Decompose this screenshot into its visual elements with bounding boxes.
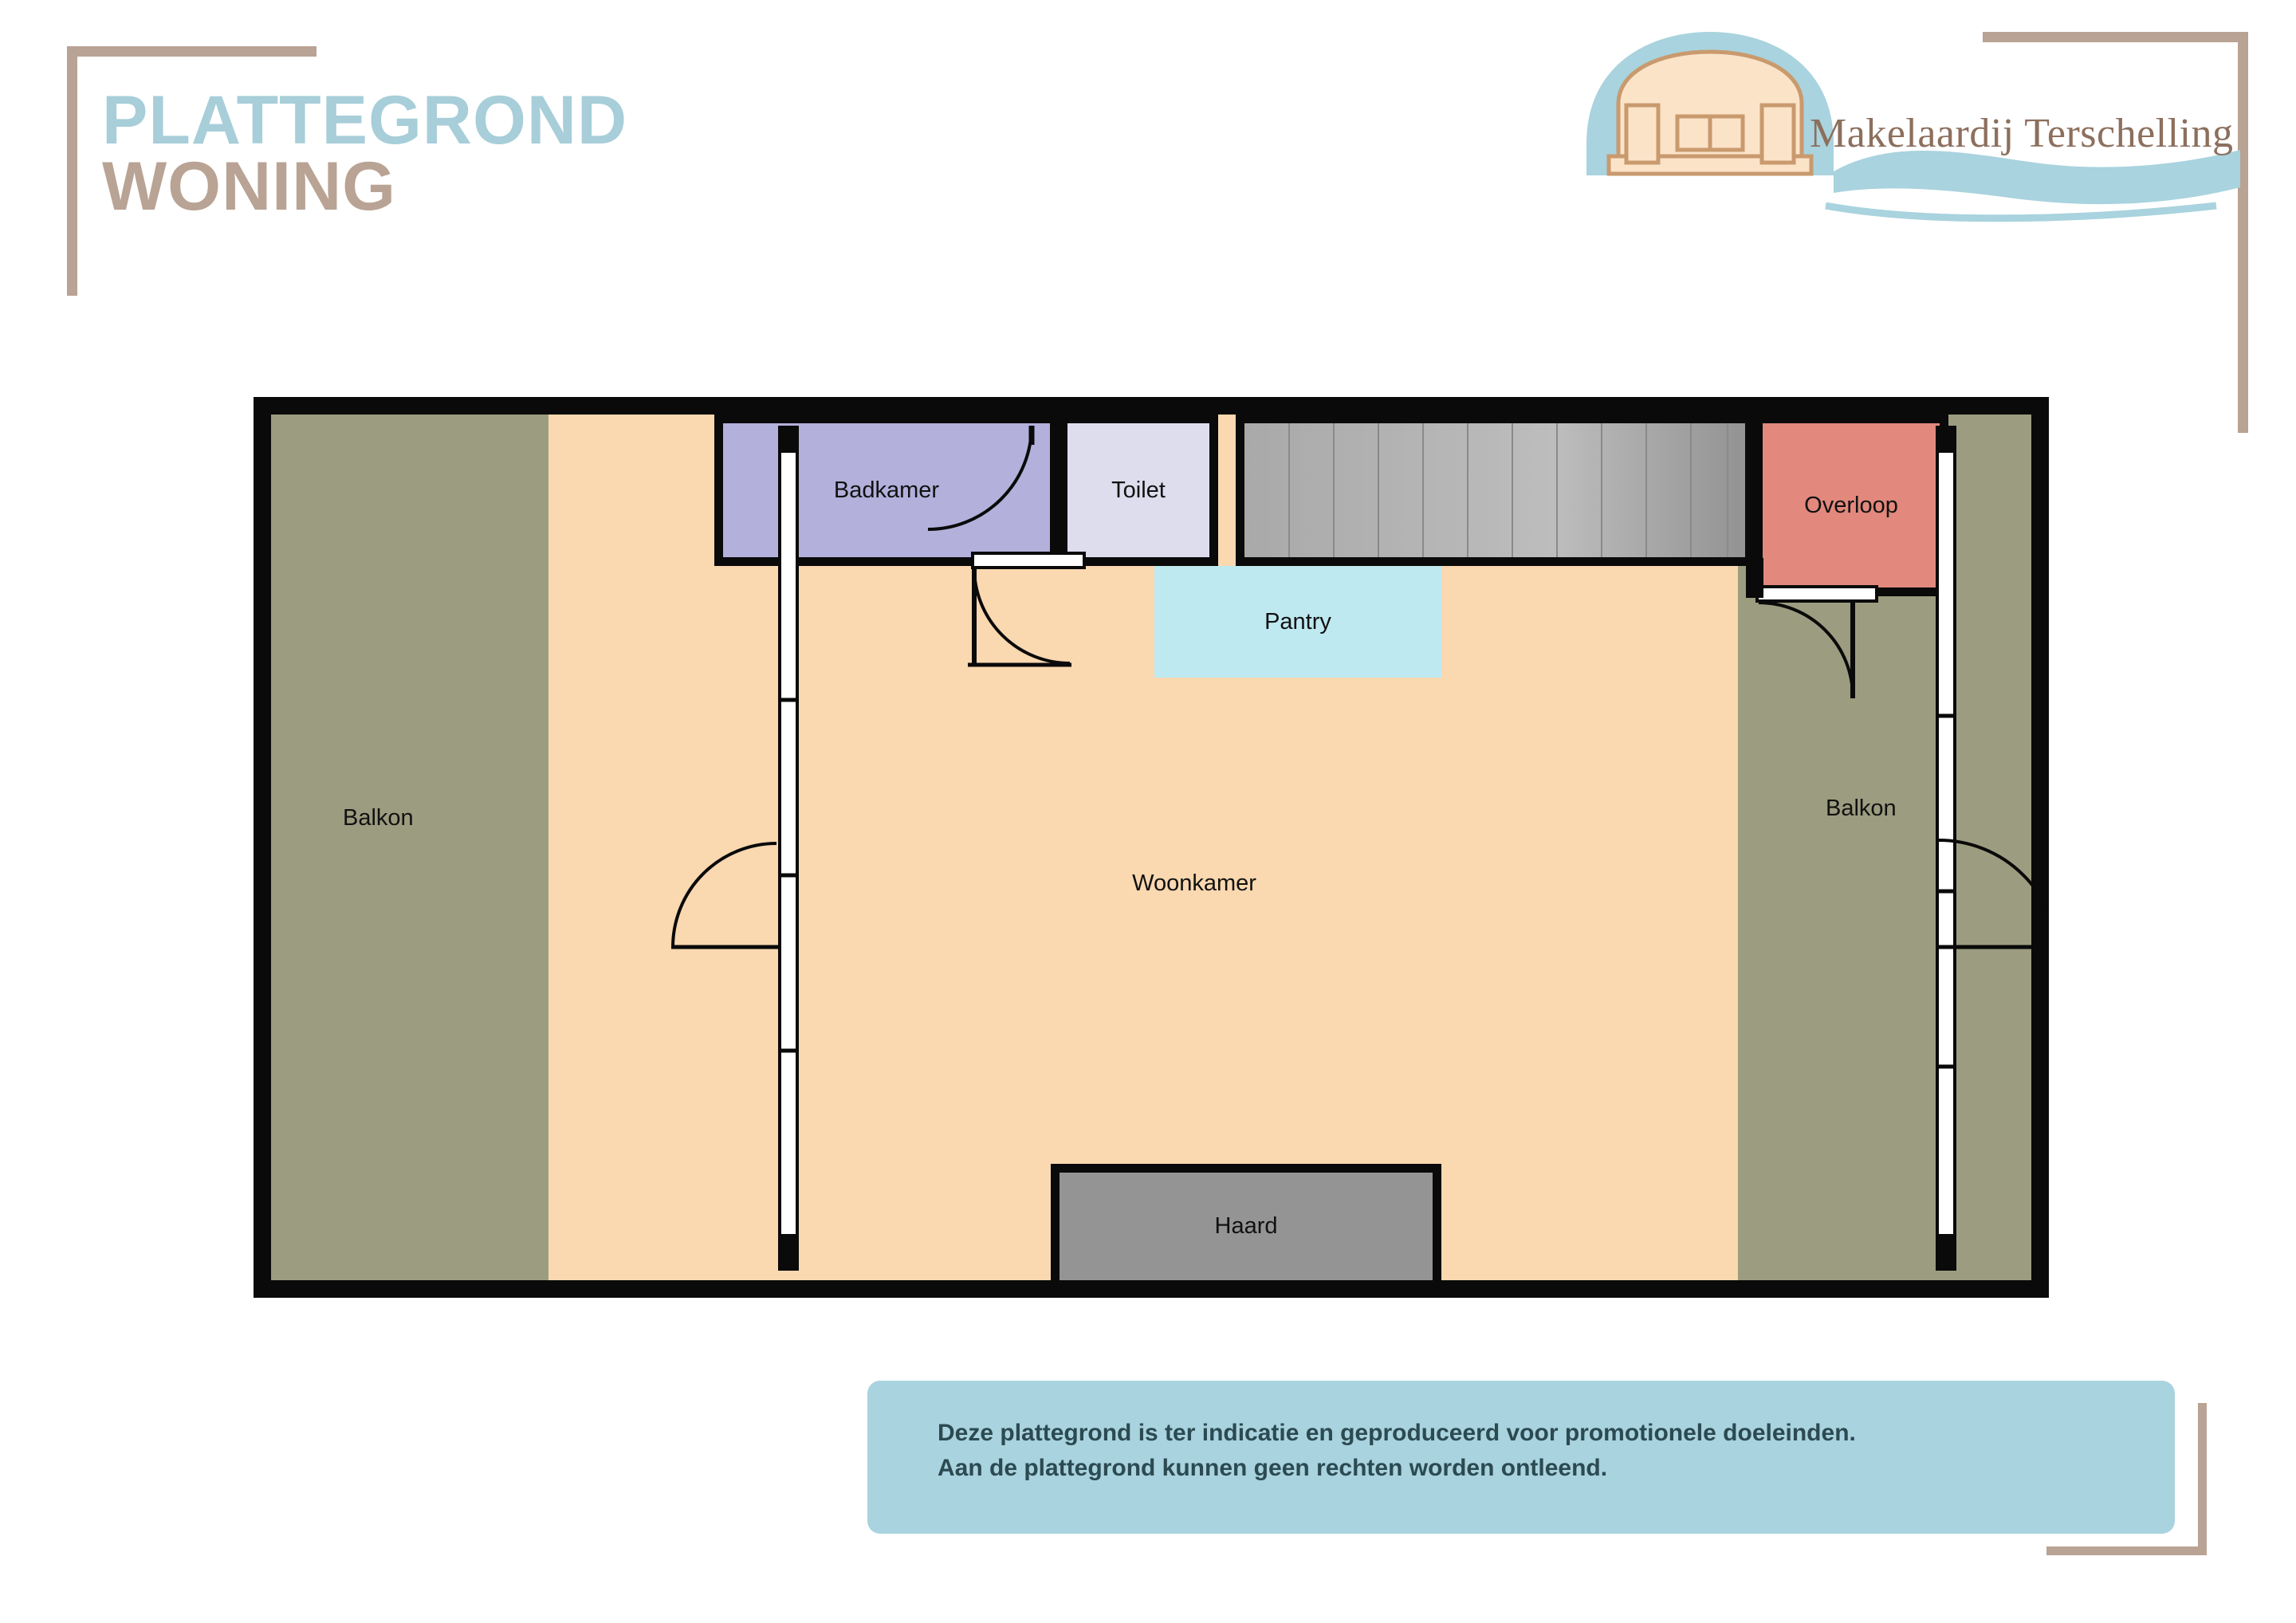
- page-header: [0, 0, 2296, 303]
- room-label-balkon-right: Balkon: [1826, 796, 1897, 821]
- disclaimer-line-2: Aan de plattegrond kunnen geen rechten worden ontleend.: [938, 1454, 1608, 1481]
- floorplan: [254, 397, 2049, 1298]
- room-balkon-left: [271, 415, 548, 1280]
- company-logo: [1563, 16, 2248, 271]
- title-line-1: PLATTEGROND: [102, 82, 628, 159]
- room-overloop: [1754, 415, 1948, 596]
- room-label-balkon-left: Balkon: [343, 805, 414, 831]
- title-line-2: WONING: [102, 148, 397, 226]
- room-label-pantry: Pantry: [1264, 608, 1331, 635]
- disclaimer-text: [938, 1416, 2133, 1485]
- staircase-treads: [1244, 423, 1754, 566]
- disclaimer-line-1: Deze plattegrond is ter indicatie en geproduceerd voor promotionele doeleinden.: [938, 1420, 1856, 1446]
- logo-island-shape: [1834, 150, 2240, 204]
- room-label-overloop: Overloop: [1804, 492, 1898, 518]
- logo-wave: [1826, 206, 2216, 218]
- room-toilet: [1059, 415, 1218, 566]
- room-label-badkamer: Badkamer: [833, 477, 940, 503]
- disclaimer-box: [867, 1381, 2175, 1534]
- disclaimer-block: [867, 1381, 2207, 1548]
- room-badkamer: [714, 415, 1059, 566]
- room-label-woonkamer-wrap: [1099, 867, 1290, 899]
- room-trap-staircase: [1236, 415, 1754, 566]
- room-pantry: [1154, 566, 1441, 678]
- page-title: [102, 82, 628, 226]
- logo-pillar-right: [1762, 105, 1794, 163]
- logo-company-name: Makelaardij Terschelling: [1810, 111, 2234, 156]
- room-label-woonkamer: Woonkamer: [1132, 870, 1256, 896]
- logo-pillar-left: [1626, 105, 1658, 163]
- room-haard: [1051, 1164, 1441, 1280]
- room-label-toilet: Toilet: [1111, 477, 1166, 503]
- room-label-haard: Haard: [1214, 1213, 1278, 1239]
